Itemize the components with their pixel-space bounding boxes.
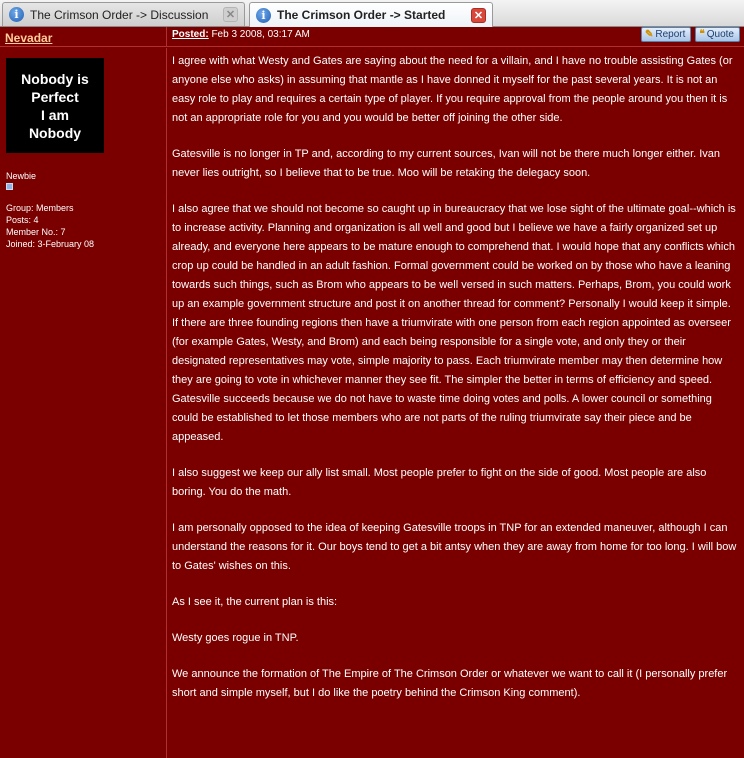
author-name-link[interactable]: Nevadar (5, 31, 53, 45)
tab-discussion[interactable] (2, 2, 245, 26)
avatar-line: Nobody (28, 124, 82, 141)
post-paragraph: I also agree that we should not become so caught up in bureaucracy that we lose sight of the ultimate goal--which is to increase activity. Planning and organization is all well and good but I believe we have a fairly organized set up already, and everyone here appears to be mature enough to comprehend that. I would hope that any conflicts which crop up could be handled in an adult fashion. Formal government could be worked on by those who have a leaning towards such things, such as Brom who appears to be well versed in such matters. Perhaps, Brom, you could work up an example government structure and post it on another thread for comment? Personally I would keep it simple. If there are three founding regions then have a triumvirate with one person from each region appointed as overseer (for example Gates, Westy, and Brom) and each being responsible for a single vote, and only they or their designated representatives may vote, simple majority to pass. Each triumvirate member may then determine how they are going to vote in whichever manner they see fit. The simpler the better in terms of efficiency and speed. Gatesville succeeds because we do not have to waste time doing votes and polls. A lower council or something could be established to let those members who are not parts of the ruling triumvirate say their piece and be appeased. (172, 203, 736, 443)
post-paragraph: I am personally opposed to the idea of keeping Gatesville troops in TNP for an extended maneuver, although I can understand the reasons for it. Our boys tend to get a bit antsy when they are away from home for too long. I will bow to Gates' wishes on this. (172, 522, 737, 572)
post-date: Feb 3 2008, 03:17 AM (208, 29, 310, 40)
info-icon: i (256, 8, 271, 23)
tab-started[interactable] (249, 2, 493, 27)
member-number: Member No.: 7 (6, 227, 66, 237)
post-paragraph: As I see it, the current plan is this: (172, 596, 338, 608)
forum-post (0, 27, 744, 758)
report-label: Report (655, 29, 686, 40)
member-group: Group: Members (6, 203, 74, 213)
member-rank: Newbie (6, 171, 37, 181)
report-button[interactable] (641, 27, 691, 42)
post-paragraph: We announce the formation of The Empire of The Crimson Order or whatever we want to call it (I personally prefer short and simple myself, but I do like the poetry behind the Crimson King comment). (172, 668, 728, 699)
member-joined: Joined: 3-February 08 (6, 239, 95, 249)
avatar-line: I am (40, 106, 69, 123)
posted-label: Posted: (172, 29, 209, 40)
post-paragraph: Westy goes rogue in TNP. (172, 632, 299, 644)
info-icon: i (9, 7, 24, 22)
member-posts: Posts: 4 (6, 215, 39, 225)
report-icon: ✎ (644, 29, 654, 40)
post-body (166, 48, 744, 758)
post-header (166, 27, 744, 47)
author-sidebar (0, 48, 166, 758)
avatar-line: Nobody is (21, 70, 89, 87)
close-icon[interactable]: ✕ (471, 8, 486, 23)
tab-label: The Crimson Order -> Discussion (30, 7, 209, 22)
quote-icon: ❝ (699, 29, 705, 40)
quote-button[interactable] (695, 27, 740, 42)
author-bar (0, 27, 166, 47)
rank-pip-icon (6, 183, 13, 190)
close-icon[interactable]: ✕ (223, 7, 238, 22)
avatar-line: Perfect (31, 88, 79, 105)
post-paragraph: I agree with what Westy and Gates are saying about the need for a villain, and I have no trouble assisting Gates (or anyone else who asks) in assuming that mantle as I have donned it myself for the past several years. It is not an easy role to play and requires a certain type of player. If you require approval from the people around you then it is not an appropriate role for you and you would be better off joining the other side. (172, 55, 733, 124)
tab-strip (0, 0, 744, 27)
quote-label: Quote (706, 29, 734, 40)
tab-label: The Crimson Order -> Started (277, 8, 446, 22)
avatar (6, 58, 104, 153)
post-buttons (641, 27, 740, 42)
member-stats (6, 202, 160, 250)
post-paragraph: I also suggest we keep our ally list small. Most people prefer to fight on the side of good. Most people are also boring. You do the math. (172, 467, 707, 498)
post-paragraph: Gatesville is no longer in TP and, according to my current sources, Ivan will not be there much longer either. Ivan never lies outright, so I believe that to be true. Moo will be retaking the delegacy soon. (172, 148, 721, 179)
